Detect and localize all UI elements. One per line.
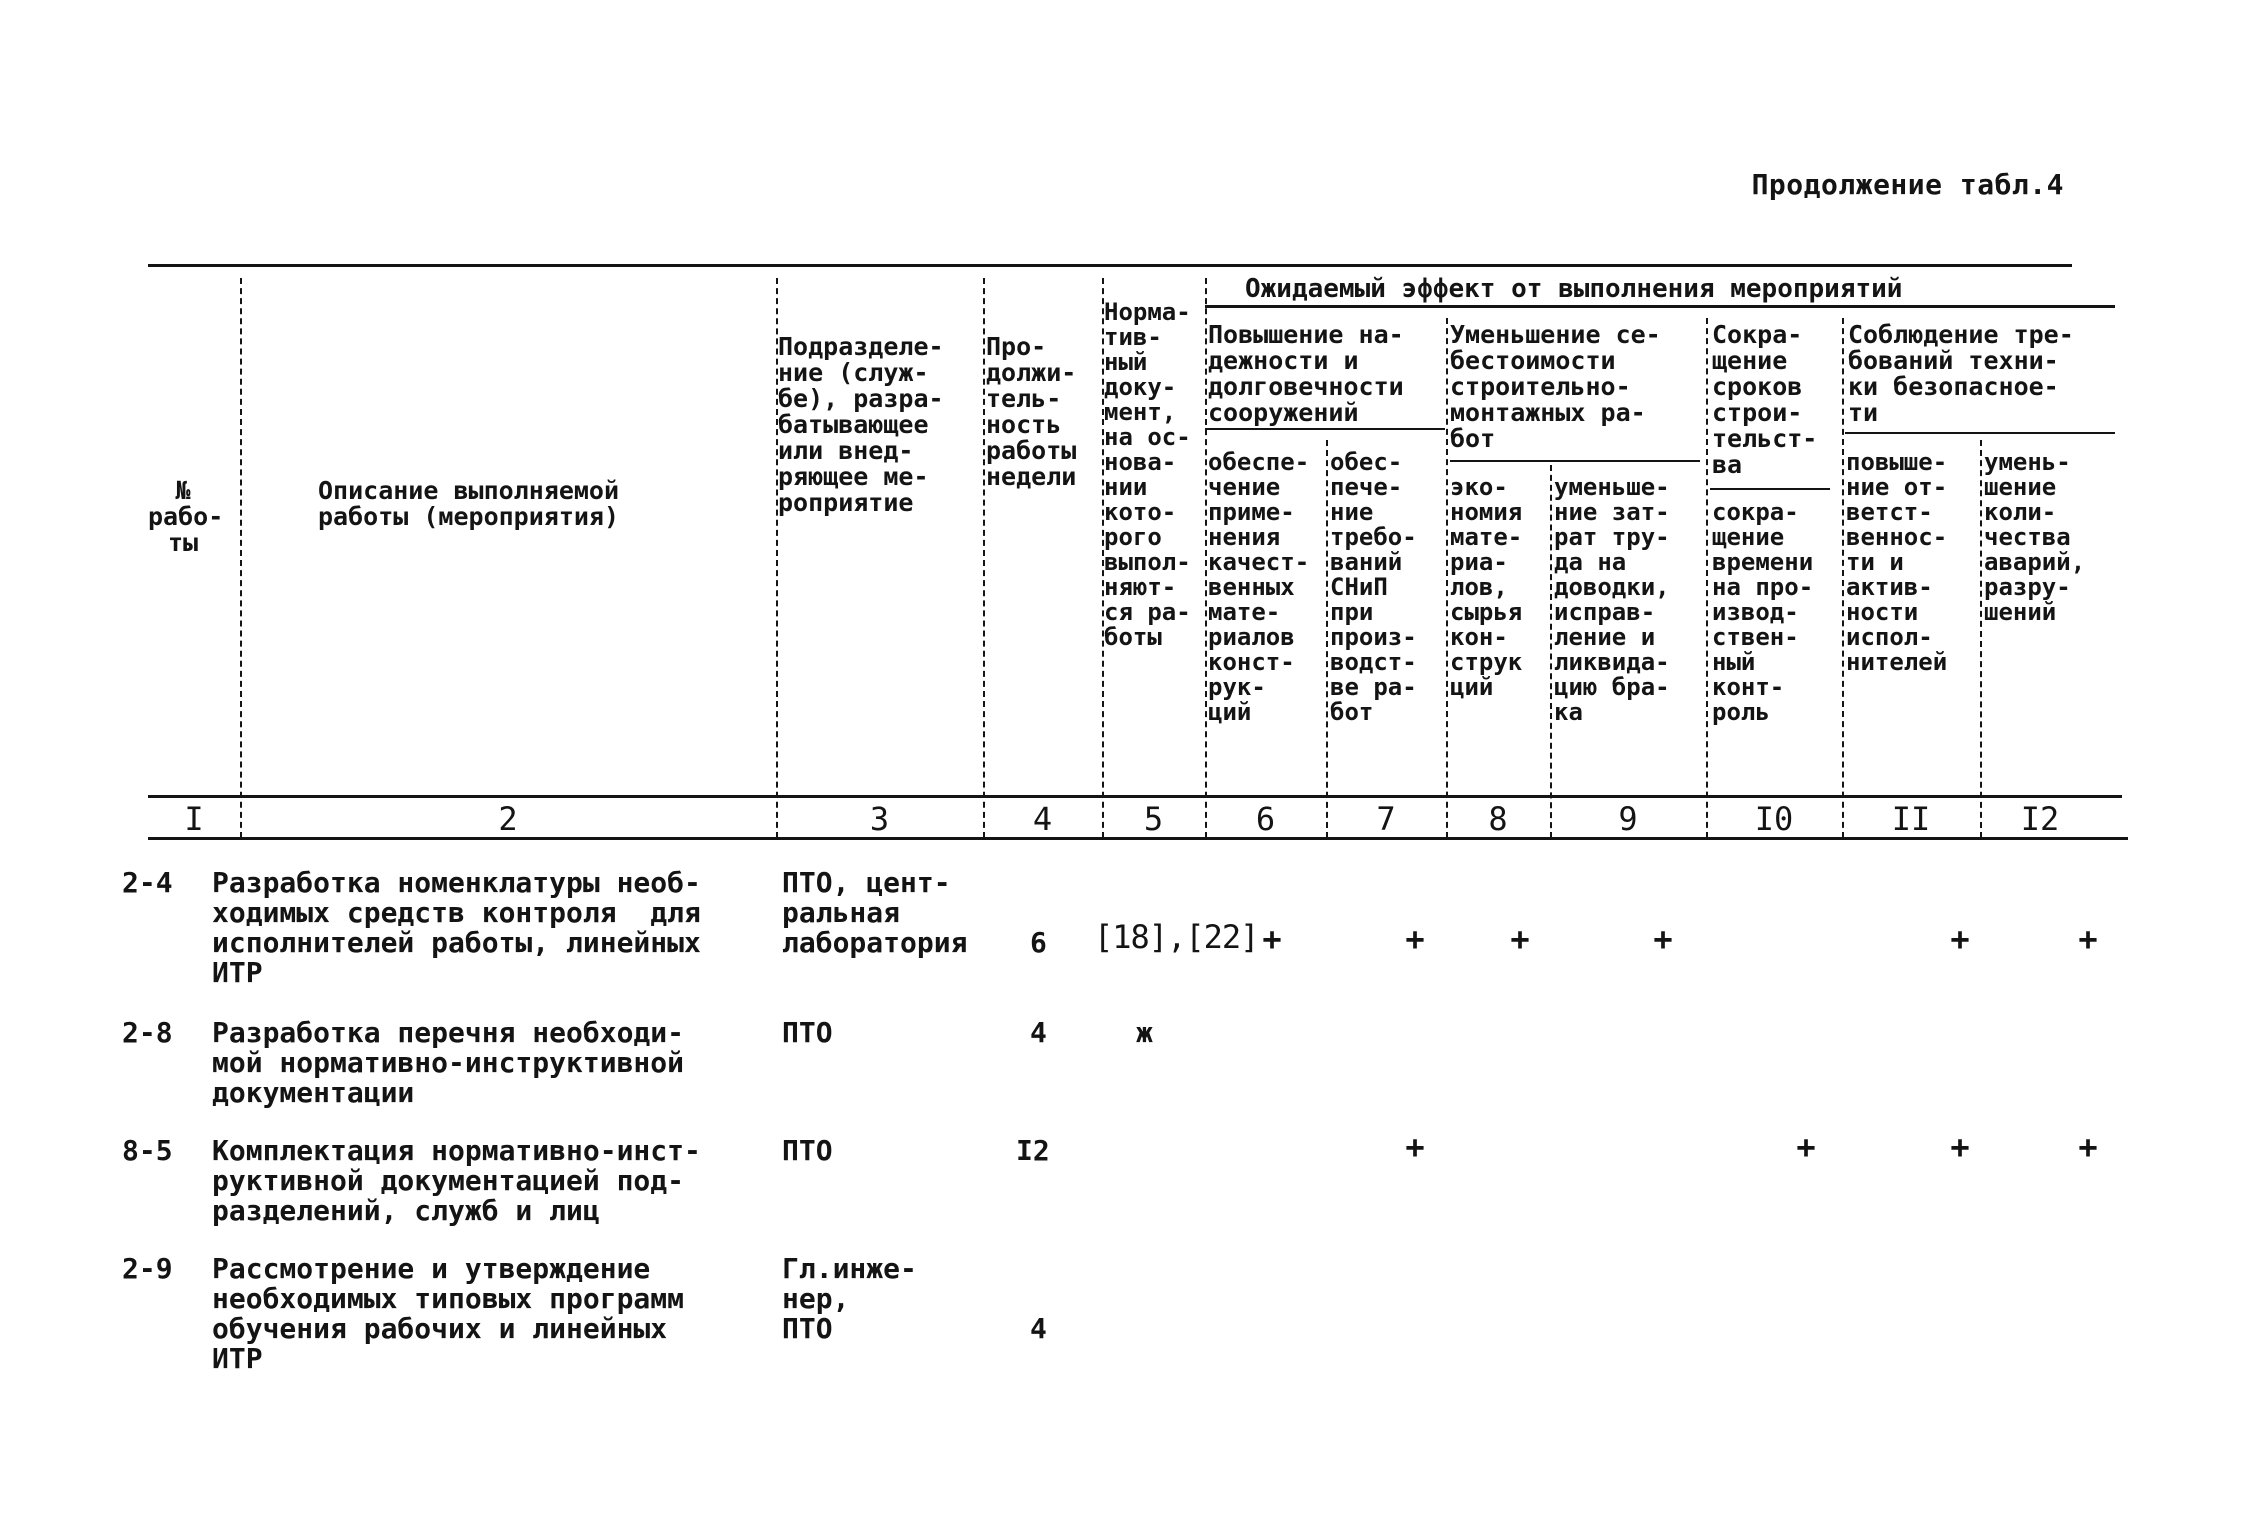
header-col-11: повыше- ние от- ветст- веннос- ти и актив- ности испол- нителей (1846, 448, 1948, 676)
reference-a: 18 (1112, 918, 1149, 956)
column-number: I2 (2020, 800, 2060, 838)
col-sep-5 (1205, 278, 1207, 838)
row-duration: 4 (1030, 1312, 1047, 1345)
group-rule-3 (1710, 488, 1830, 490)
row-description: Рассмотрение и утверждение необходимых типовых программ обучения рабочих и линейных ИТР (212, 1252, 685, 1375)
header-col-9: уменьше- ние зат- рат тру- да на доводки, исправ- ление и ликвида- цию бра- ка (1554, 473, 1670, 726)
header-col-12: умень- шение коли- чества аварий, разру- шений (1984, 448, 2086, 626)
column-number: I (184, 800, 204, 838)
effect-rule (1205, 305, 2115, 308)
reference-b: 22 (1203, 918, 1241, 956)
row-number: 2-9 (122, 1252, 173, 1285)
column-number: 4 (1032, 800, 1053, 838)
column-number: I0 (1754, 800, 1794, 838)
header-col-4: Про- должи- тель- ность работы недели (986, 332, 1077, 491)
header-group-3: Сокра- щение сроков строи- тельст- ва (1712, 320, 1818, 479)
row-number: 2-4 (122, 866, 173, 899)
header-col-1: № рабо- ты (148, 476, 224, 557)
effect-mark: + (1262, 920, 1282, 958)
col-sep-10 (1842, 318, 1844, 838)
column-number: II (1891, 800, 1931, 838)
column-number: 8 (1488, 800, 1508, 838)
header-col-3: Подразделе- ние (служ- бе), разра- батывающее или внед- ряющее ме- роприятие (778, 332, 944, 517)
group-rule-1 (1205, 428, 1445, 430)
row-description: Комплектация нормативно-инст- руктивной документацией под- разделений, служб и лиц (212, 1134, 701, 1227)
header-bottom-rule (148, 795, 2122, 798)
header-col-2: Описание выполняемой работы (мероприятия) (318, 476, 620, 531)
row-description: Разработка номенклатуры необ- ходимых средств контроля для исполнителей работы, линейных ИТР (212, 866, 701, 989)
row-number: 8-5 (122, 1134, 173, 1167)
header-col-10: сокра- щение времени на про- извод- ствен- ный конт- роль (1712, 498, 1814, 726)
header-col-5: Норма- тив- ный доку- мент, на ос- нова- нии кото- рого выпол- няют- ся ра- боты (1104, 298, 1191, 651)
column-number: 7 (1376, 800, 1396, 838)
row-duration: 6 (1030, 926, 1047, 959)
row-department: Гл.инже- нер, ПТО (782, 1252, 917, 1345)
col-sep-1 (240, 278, 242, 838)
col-sep-11 (1980, 440, 1982, 838)
effect-mark: + (1510, 920, 1530, 958)
group-rule-2 (1450, 460, 1700, 462)
header-col-7: обес- пече- ние требо- ваний СНиП при произ- водст- ве ра- бот (1330, 448, 1417, 726)
table-top-rule (148, 264, 2072, 267)
effect-mark: + (1405, 920, 1425, 958)
header-col-6: обеспе- чение приме- нения качест- венных мате- риалов конст- рук- ций (1208, 448, 1310, 726)
row-normative-reference: ж (1136, 1016, 1153, 1049)
effect-mark: + (1653, 920, 1673, 958)
column-number: 6 (1255, 800, 1276, 838)
row-description: Разработка перечня необходи- мой нормативно-инструктивной документации (212, 1016, 685, 1109)
effect-mark: + (1405, 1128, 1425, 1166)
row-duration: I2 (1016, 1134, 1050, 1167)
header-col-8: эко- номия мате- риа- лов, сырья кон- струк ций (1450, 473, 1523, 701)
col-sep-8 (1550, 465, 1552, 838)
column-number: 5 (1143, 800, 1164, 838)
row-duration: 4 (1030, 1016, 1047, 1049)
row-department: ПТО, цент- ральная лаборатория (782, 866, 968, 959)
col-sep-9 (1706, 318, 1708, 838)
row-department: ПТО (782, 1134, 833, 1167)
header-group-1: Повышение на- дежности и долговечности сооружений (1208, 320, 1404, 427)
column-number: 9 (1618, 800, 1638, 838)
header-group-2: Уменьшение се- бестоимости строительно- монтажных ра- бот (1450, 320, 1661, 453)
header-group-4: Соблюдение тре- бований техни- ки безопасное- ти (1848, 320, 2074, 427)
effect-mark: + (1950, 1128, 1970, 1166)
col-sep-6 (1326, 440, 1328, 838)
effect-mark: + (2078, 920, 2098, 958)
effect-mark: + (1950, 920, 1970, 958)
table-caption: Продолжение табл.4 (1751, 168, 2064, 201)
row-department: ПТО (782, 1016, 833, 1049)
column-number: 2 (498, 800, 518, 838)
col-sep-7 (1446, 318, 1448, 838)
row-number: 2-8 (122, 1016, 173, 1049)
col-sep-3 (983, 278, 985, 838)
header-effect: Ожидаемый эффект от выполнения мероприятий (1245, 274, 1903, 304)
row-normative-reference: [18],[22] (1094, 918, 1259, 956)
effect-mark: + (2078, 1128, 2098, 1166)
column-number: 3 (869, 800, 890, 838)
effect-mark: + (1796, 1128, 1816, 1166)
group-rule-4 (1845, 432, 2115, 434)
